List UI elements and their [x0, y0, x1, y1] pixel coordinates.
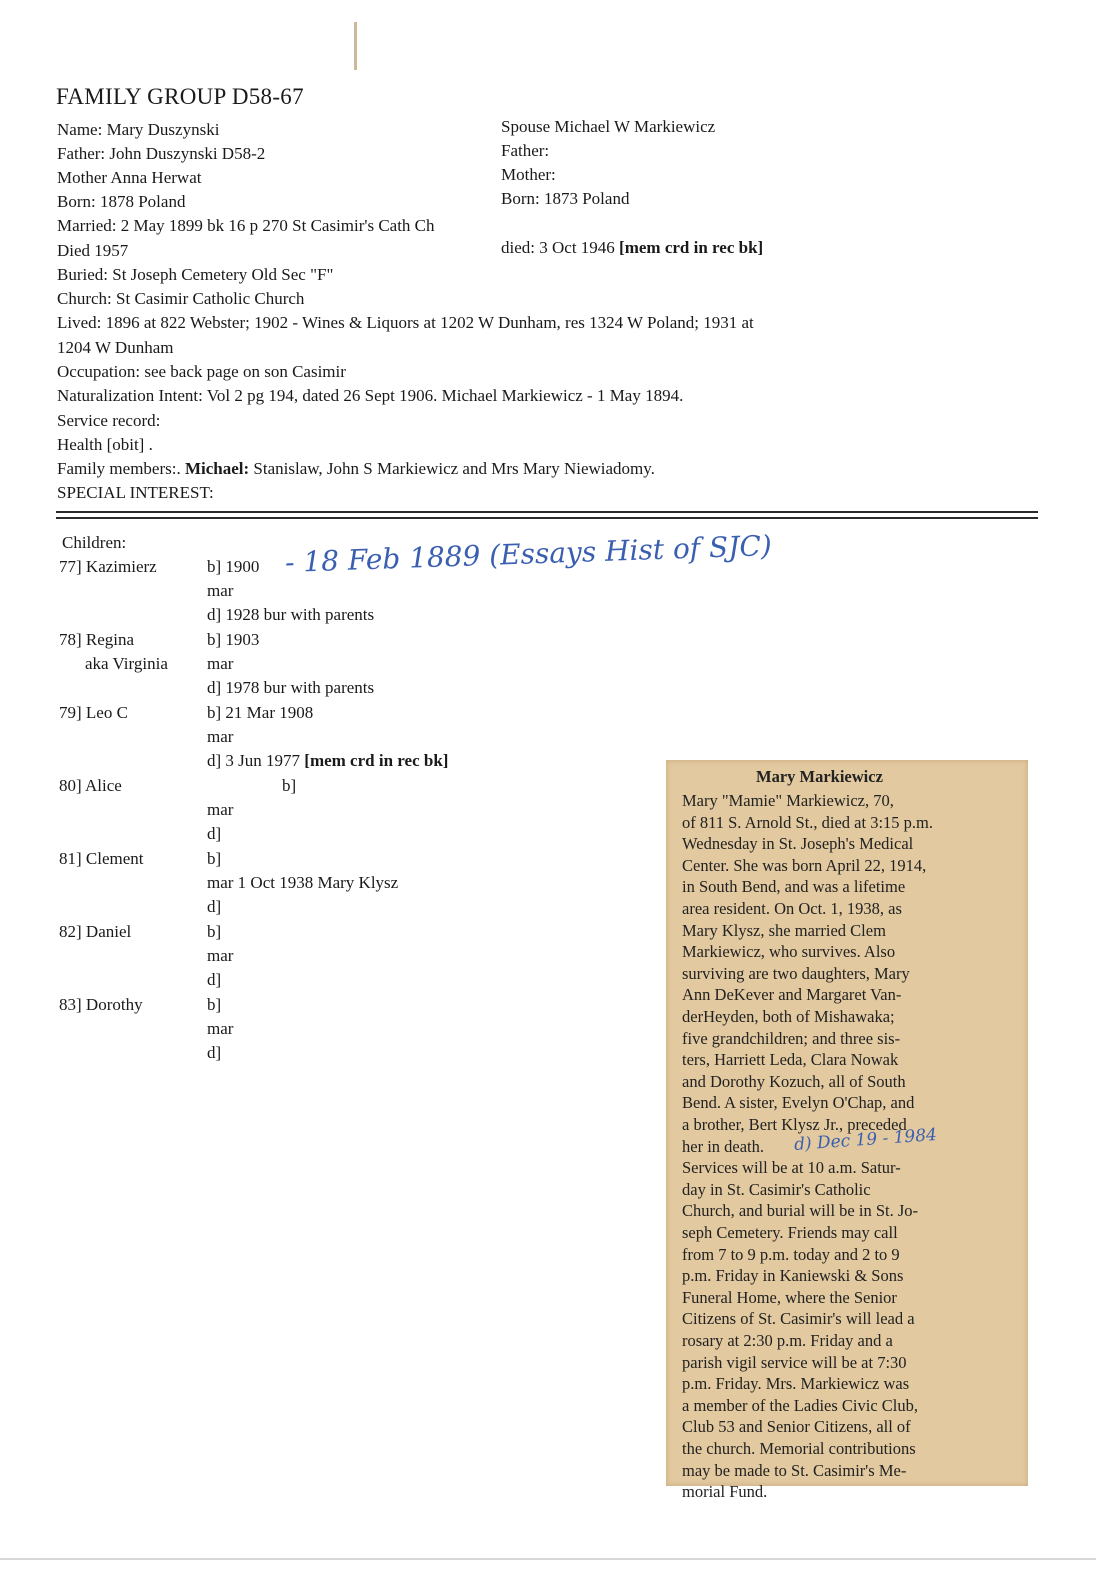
child-name: 80] Alice — [59, 776, 122, 795]
child-married: mar 1 Oct 1938 Mary Klysz — [207, 873, 399, 892]
obituary-line: from 7 to 9 p.m. today and 2 to 9 — [682, 1244, 900, 1264]
spouse-died-note: [mem crd in rec bk] — [619, 238, 764, 257]
child-married: mar — [207, 727, 234, 746]
obituary-line: Services will be at 10 a.m. Satur- — [682, 1158, 901, 1178]
obituary-line: Ann DeKever and Margaret Van- — [682, 985, 902, 1005]
obituary-line: may be made to St. Casimir's Me- — [682, 1460, 907, 1480]
obituary-line: of 811 S. Arnold St., died at 3:15 p.m. — [682, 812, 934, 832]
obituary-line: her in death. — [682, 1136, 765, 1156]
obituary-line: Mary "Mamie" Markiewicz, 70, — [682, 791, 894, 810]
obituary-line: p.m. Friday in Kaniewski & Sons — [682, 1266, 904, 1286]
staple-mark — [354, 22, 357, 70]
handwritten-death-date: d) Dec 19 - 1984 — [793, 1125, 938, 1155]
spouse-field: Spouse Michael W Markiewicz — [501, 117, 716, 136]
obituary-line: Mary Klysz, she married Clem — [682, 920, 886, 940]
child-born: b] — [207, 922, 222, 941]
naturalization-field: Naturalization Intent: Vol 2 pg 194, dated 26 Sept 1906. Michael Markiewicz - 1 May 1894. — [57, 386, 684, 405]
spouse-died-field — [501, 238, 763, 258]
child-died: d] — [207, 824, 222, 843]
spouse-died-date: died: 3 Oct 1946 — [501, 238, 620, 257]
child-married: mar — [207, 946, 234, 965]
obituary-line: surviving are two daughters, Mary — [682, 963, 910, 983]
family-members-label: Family members:. — [57, 459, 185, 478]
obituary-line: Funeral Home, where the Senior — [682, 1287, 897, 1307]
handwritten-note: - 18 Feb 1889 (Essays Hist of SJC) — [284, 529, 773, 579]
obituary-line: Markiewicz, who survives. Also — [682, 942, 896, 962]
child-born: b] — [207, 849, 222, 868]
obituary-line: and Dorothy Kozuch, all of South — [682, 1071, 906, 1091]
child-name: 79] Leo C — [59, 703, 128, 722]
obituary-clipping — [666, 760, 1028, 1502]
child-born: b] — [282, 776, 297, 795]
service-record-field: Service record: — [57, 411, 161, 430]
child-name: 78] Regina — [59, 630, 135, 649]
spouse-mother-field: Mother: — [501, 165, 556, 184]
children-label: Children: — [62, 533, 127, 552]
church-field: Church: St Casimir Catholic Church — [57, 289, 305, 308]
child-born: b] 21 Mar 1908 — [207, 703, 314, 722]
obituary-line: morial Fund. — [682, 1482, 768, 1502]
mother-field: Mother Anna Herwat — [57, 168, 202, 187]
child-name: 83] Dorothy — [59, 995, 143, 1014]
child-died — [207, 751, 448, 771]
spouse-father-field: Father: — [501, 141, 550, 160]
obituary-line: seph Cemetery. Friends may call — [682, 1223, 898, 1242]
family-members-names: Stanislaw, John S Markiewicz and Mrs Mary Niewiadomy. — [249, 459, 655, 478]
family-members-field — [57, 459, 655, 479]
child-aka: aka Virginia — [85, 654, 168, 673]
married-field: Married: 2 May 1899 bk 16 p 270 St Casimir's Cath Ch — [57, 216, 435, 235]
child-died-note: [mem crd in rec bk] — [304, 751, 449, 770]
obituary-line: day in St. Casimir's Catholic — [682, 1179, 871, 1199]
child-born: b] 1900 — [207, 557, 260, 576]
obituary-line: Church, and burial will be in St. Jo- — [682, 1201, 919, 1221]
died-field: Died 1957 — [57, 241, 129, 260]
obituary-line: Wednesday in St. Joseph's Medical — [682, 834, 914, 854]
obituary-line: Center. She was born April 22, 1914, — [682, 855, 927, 875]
page-title: FAMILY GROUP D58-67 — [56, 84, 304, 109]
obituary-line: parish vigil service will be at 7:30 — [682, 1352, 907, 1372]
child-married: mar — [207, 1019, 234, 1038]
child-died: d] — [207, 970, 222, 989]
obituary-line: five grandchildren; and three sis- — [682, 1028, 901, 1048]
obituary-line: in South Bend, and was a lifetime — [682, 877, 906, 897]
child-born: b] 1903 — [207, 630, 260, 649]
child-died: d] — [207, 897, 222, 916]
buried-field: Buried: St Joseph Cemetery Old Sec "F" — [57, 265, 334, 284]
bottom-edge-line — [0, 1558, 1096, 1560]
obituary-line: ters, Harriett Leda, Clara Nowak — [682, 1050, 899, 1070]
obituary-line: Bend. A sister, Evelyn O'Chap, and — [682, 1093, 915, 1113]
father-field: Father: John Duszynski D58-2 — [57, 144, 266, 163]
child-married: mar — [207, 800, 234, 819]
obituary-title: Mary Markiewicz — [756, 767, 883, 786]
divider-rule-bottom — [56, 517, 1038, 519]
health-field: Health [obit] . — [57, 435, 153, 454]
obituary-line: area resident. On Oct. 1, 1938, as — [682, 899, 902, 918]
child-died: d] 1978 bur with parents — [207, 678, 375, 697]
divider-rule-top — [56, 511, 1038, 513]
child-married: mar — [207, 581, 234, 600]
obituary-line: derHeyden, both of Mishawaka; — [682, 1007, 895, 1026]
family-members-bold: Michael: — [184, 459, 250, 478]
obituary-line: a brother, Bert Klysz Jr., preceded — [682, 1115, 907, 1134]
special-interest-field: SPECIAL INTEREST: — [57, 483, 214, 502]
obituary-line: rosary at 2:30 p.m. Friday and a — [682, 1331, 893, 1350]
child-died: d] — [207, 1043, 222, 1062]
obituary-line: p.m. Friday. Mrs. Markiewicz was — [682, 1374, 910, 1394]
spouse-born-field: Born: 1873 Poland — [501, 189, 630, 208]
obituary-line: a member of the Ladies Civic Club, — [682, 1395, 918, 1415]
born-field: Born: 1878 Poland — [57, 192, 186, 211]
child-born: b] — [207, 995, 222, 1014]
lived-field-continued: 1204 W Dunham — [57, 338, 174, 357]
child-name: 77] Kazimierz — [59, 557, 157, 576]
child-name: 82] Daniel — [59, 922, 132, 941]
name-field: Name: Mary Duszynski — [57, 120, 220, 139]
obituary-line: the church. Memorial contributions — [682, 1439, 916, 1458]
child-died: d] 1928 bur with parents — [207, 605, 375, 624]
obituary-line: Club 53 and Senior Citizens, all of — [682, 1417, 911, 1437]
lived-field: Lived: 1896 at 822 Webster; 1902 - Wines & Liquors at 1202 W Dunham, res 1324 W Poland; 1931 at — [57, 313, 754, 332]
obituary-line: Citizens of St. Casimir's will lead a — [682, 1309, 915, 1329]
child-name: 81] Clement — [59, 849, 144, 868]
child-married: mar — [207, 654, 234, 673]
child-died-date: d] 3 Jun 1977 — [207, 751, 305, 770]
occupation-field: Occupation: see back page on son Casimir — [57, 362, 346, 381]
